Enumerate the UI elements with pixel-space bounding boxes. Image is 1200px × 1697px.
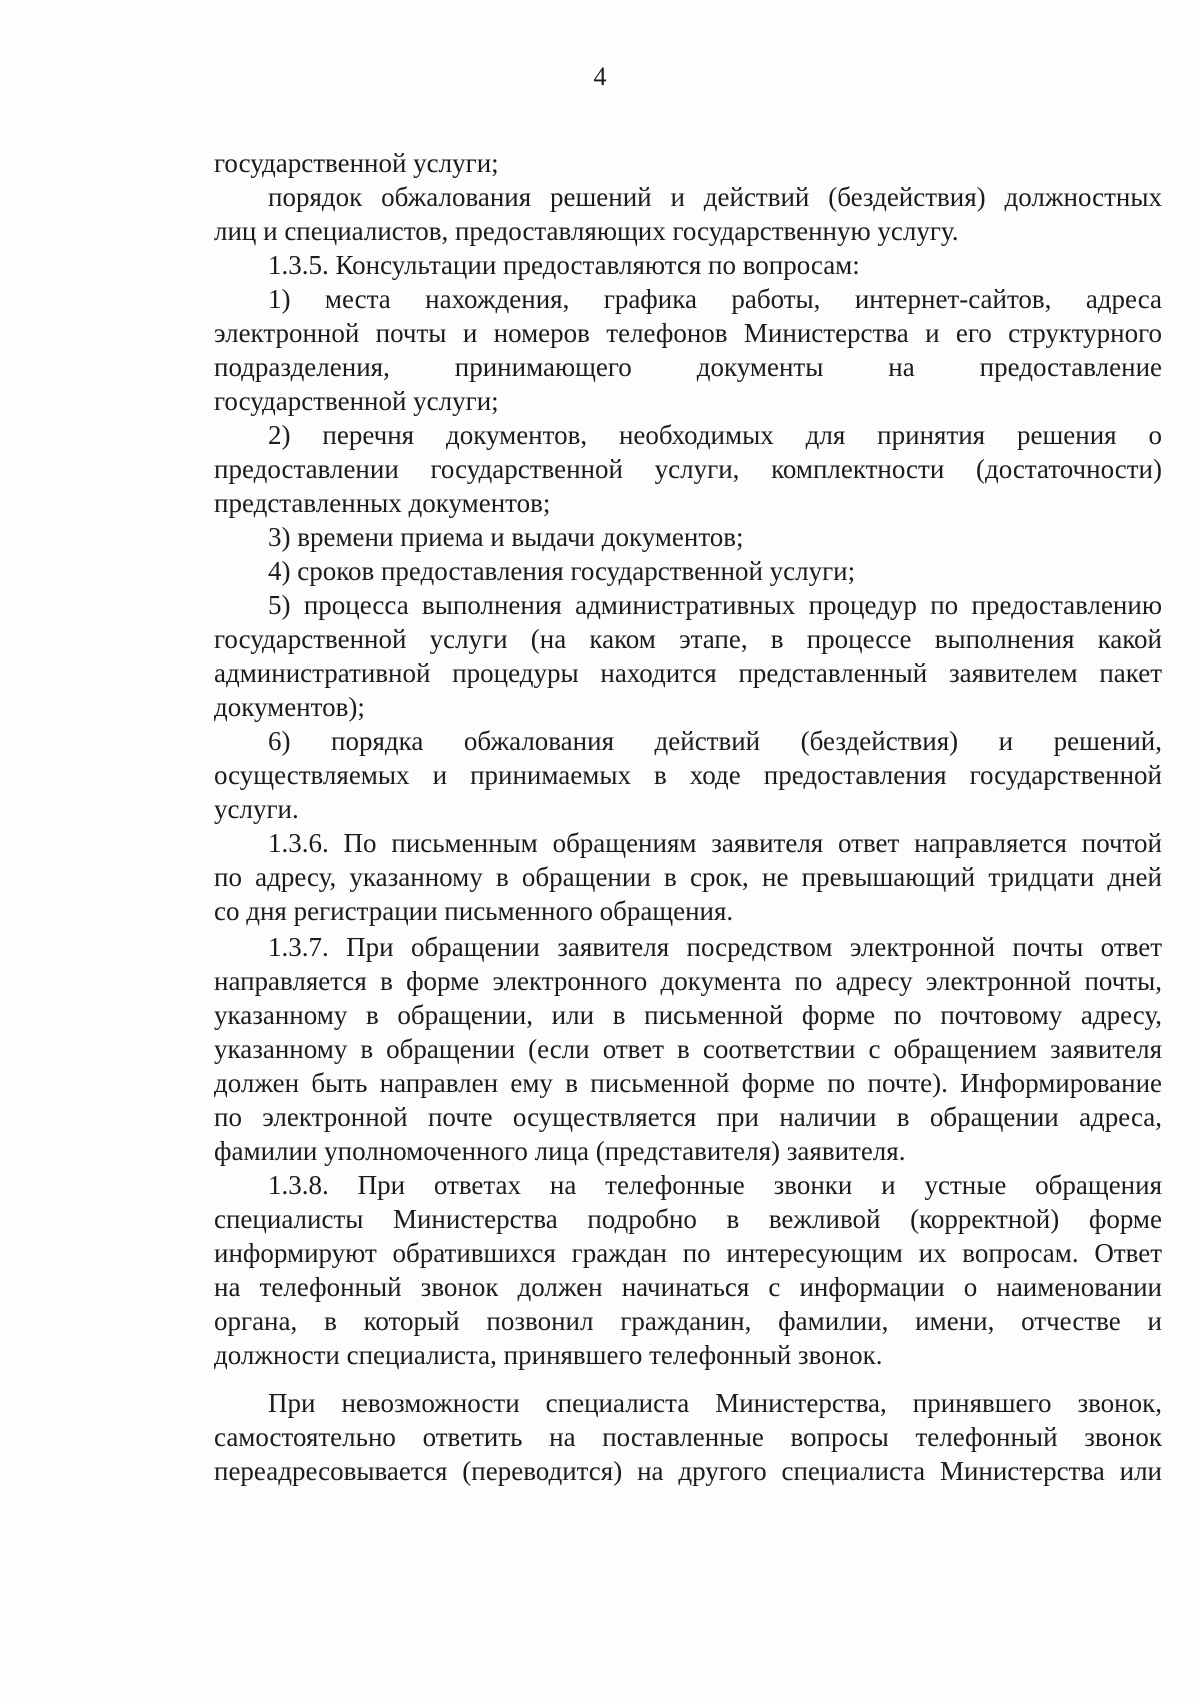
text-line: государственной услуги (на каком этапе, в процессе выполнения какой: [214, 624, 1162, 654]
text-line: порядок обжалования решений и действий (бездействия) должностных: [268, 182, 1162, 212]
text-line: 3) времени приема и выдачи документов;: [268, 522, 744, 552]
text-line: государственной услуги;: [214, 148, 499, 178]
text-line: представленных документов;: [214, 488, 551, 518]
text-line: При невозможности специалиста Министерства, принявшего звонок,: [268, 1388, 1162, 1418]
text-line: указанному в обращении, или в письменной форме по почтовому адресу,: [214, 1000, 1162, 1030]
text-line: предоставлении государственной услуги, комплектности (достаточности): [214, 454, 1162, 484]
text-line: 1.3.6. По письменным обращениям заявителя ответ направляется почтой: [268, 828, 1162, 858]
text-line: 4) сроков предоставления государственной услуги;: [268, 556, 856, 586]
text-line: должности специалиста, принявшего телефонный звонок.: [214, 1340, 883, 1370]
text-line: специалисты Министерства подробно в вежливой (корректной) форме: [214, 1204, 1162, 1234]
text-line: 1.3.8. При ответах на телефонные звонки и устные обращения: [268, 1170, 1162, 1200]
text-line: 1) места нахождения, графика работы, интернет-сайтов, адреса: [268, 284, 1162, 314]
text-line: по электронной почте осуществляется при наличии в обращении адреса,: [214, 1102, 1162, 1132]
text-line: должен быть направлен ему в письменной форме по почте). Информирование: [214, 1068, 1162, 1098]
text-line: 6) порядка обжалования действий (бездействия) и решений,: [268, 726, 1162, 756]
text-line: фамилии уполномоченного лица (представителя) заявителя.: [214, 1136, 906, 1166]
text-line: направляется в форме электронного документа по адресу электронной почты,: [214, 966, 1162, 996]
text-line: 5) процесса выполнения административных процедур по предоставлению: [268, 590, 1162, 620]
text-line: органа, в который позвонил гражданин, фамилии, имени, отчестве и: [214, 1306, 1162, 1336]
text-line: 1.3.5. Консультации предоставляются по вопросам:: [268, 250, 860, 280]
text-line: самостоятельно ответить на поставленные вопросы телефонный звонок: [214, 1422, 1162, 1452]
page-number: 4: [593, 62, 607, 91]
text-line: электронной почты и номеров телефонов Министерства и его структурного: [214, 318, 1162, 348]
text-line: документов);: [214, 692, 365, 722]
text-line: услуги.: [214, 794, 299, 824]
text-line: информируют обратившихся граждан по интересующим их вопросам. Ответ: [214, 1238, 1162, 1268]
text-line: указанному в обращении (если ответ в соответствии с обращением заявителя: [214, 1034, 1162, 1064]
text-line: переадресовывается (переводится) на другого специалиста Министерства или: [214, 1456, 1162, 1486]
text-line: 2) перечня документов, необходимых для принятия решения о: [268, 420, 1162, 450]
text-line: лиц и специалистов, предоставляющих государственную услугу.: [214, 216, 959, 246]
text-line: подразделения, принимающего документы на предоставление: [214, 352, 1162, 382]
text-line: государственной услуги;: [214, 386, 499, 416]
text-line: со дня регистрации письменного обращения.: [214, 896, 734, 926]
text-line: осуществляемых и принимаемых в ходе предоставления государственной: [214, 760, 1162, 790]
text-line: 1.3.7. При обращении заявителя посредством электронной почты ответ: [268, 932, 1162, 962]
text-line: административной процедуры находится представленный заявителем пакет: [214, 658, 1162, 688]
text-line: на телефонный звонок должен начинаться с информации о наименовании: [214, 1272, 1162, 1302]
text-line: по адресу, указанному в обращении в срок, не превышающий тридцати дней: [214, 862, 1162, 892]
